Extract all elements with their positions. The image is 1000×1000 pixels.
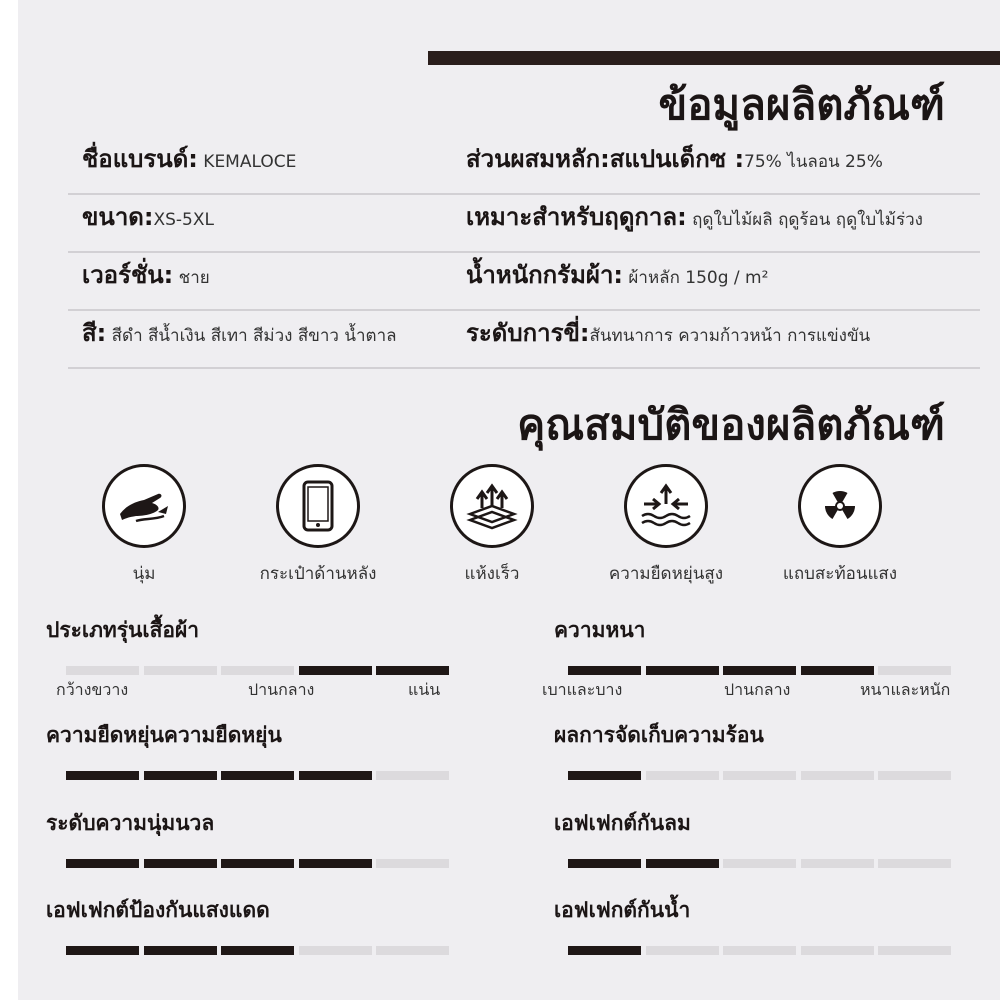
features-title: คุณสมบัติของผลิตภัณฑ์ bbox=[517, 400, 945, 449]
rating-segment bbox=[221, 771, 294, 780]
reflective-icon bbox=[810, 476, 870, 536]
feature-quick-dry bbox=[402, 464, 582, 587]
rating-segment bbox=[66, 666, 139, 675]
feature-high-stretch bbox=[576, 464, 756, 587]
brand-label: ชื่อแบรนด์: bbox=[82, 145, 198, 173]
rating-segment bbox=[723, 666, 796, 675]
info-row bbox=[68, 137, 980, 195]
version-cell bbox=[82, 263, 210, 287]
header-accent-bar bbox=[428, 51, 1000, 65]
riding-level-label: ระดับการขี่: bbox=[466, 319, 590, 347]
rating-softness bbox=[46, 813, 446, 834]
rating-label: ความยืดหยุ่นความยืดหยุ่น bbox=[46, 723, 282, 747]
brand-cell bbox=[82, 147, 296, 171]
rating-segment bbox=[144, 771, 217, 780]
spec-panel bbox=[18, 0, 1000, 1000]
rating-segment bbox=[723, 859, 796, 868]
scale-mid-label: ปานกลาง bbox=[248, 680, 315, 699]
scale-low-label: กว้างขวาง bbox=[56, 680, 129, 699]
rating-bar bbox=[568, 946, 952, 955]
rating-segment bbox=[646, 859, 719, 868]
rating-segment bbox=[801, 666, 874, 675]
rating-segment bbox=[801, 771, 874, 780]
back-pocket-label: กระเป๋าด้านหลัง bbox=[259, 564, 377, 584]
rating-segment bbox=[878, 771, 951, 780]
rating-segment bbox=[66, 946, 139, 955]
rating-waterproof bbox=[554, 900, 954, 921]
rating-segment bbox=[299, 859, 372, 868]
rating-segment bbox=[299, 666, 372, 675]
rating-segment bbox=[878, 859, 951, 868]
hand-feather-icon bbox=[114, 476, 174, 536]
season-label: เหมาะสำหรับฤดูกาล: bbox=[466, 203, 687, 231]
rating-fit-type bbox=[46, 618, 446, 699]
rating-elasticity bbox=[46, 725, 446, 746]
rating-segment bbox=[144, 666, 217, 675]
soft-label: นุ่ม bbox=[132, 564, 156, 584]
rating-segment bbox=[646, 946, 719, 955]
rating-windproof bbox=[554, 813, 954, 834]
rating-segment bbox=[376, 771, 449, 780]
rating-segment bbox=[878, 946, 951, 955]
rating-segment bbox=[66, 771, 139, 780]
info-row bbox=[68, 311, 980, 369]
rating-segment bbox=[376, 859, 449, 868]
rating-sun-protection bbox=[46, 900, 446, 921]
rating-bar bbox=[66, 946, 450, 955]
rating-scale bbox=[46, 678, 466, 700]
riding-level-cell bbox=[466, 321, 870, 345]
rating-segment bbox=[646, 771, 719, 780]
quick-dry-icon-circle bbox=[450, 464, 534, 548]
color-value: สีดำ สีน้ำเงิน สีเทา สีม่วง สีขาว น้ำตาล bbox=[106, 326, 397, 346]
rating-segment bbox=[878, 666, 951, 675]
rating-segment bbox=[299, 771, 372, 780]
rating-bar bbox=[568, 771, 952, 780]
rating-thickness bbox=[542, 618, 954, 699]
rating-label: ผลการจัดเก็บความร้อน bbox=[554, 723, 764, 747]
feature-soft bbox=[54, 464, 234, 587]
fabric-weight-label: น้ำหนักกรัมผ้า: bbox=[466, 261, 624, 289]
soft-icon-circle bbox=[102, 464, 186, 548]
rating-label: เอฟเฟกต์ป้องกันแสงแดด bbox=[46, 898, 270, 922]
rating-segment bbox=[801, 859, 874, 868]
color-label: สี: bbox=[82, 319, 107, 347]
rating-heat-retention bbox=[554, 725, 954, 746]
rating-scale bbox=[542, 678, 974, 700]
product-info-title: ข้อมูลผลิตภัณฑ์ bbox=[658, 80, 945, 129]
phone-icon bbox=[288, 476, 348, 536]
info-row bbox=[68, 195, 980, 253]
rating-label: ประเภทรุ่นเสื้อผ้า bbox=[46, 618, 200, 642]
rating-segment bbox=[723, 771, 796, 780]
rating-segment bbox=[568, 859, 641, 868]
season-value: ฤดูใบไม้ผลิ ฤดูร้อน ฤดูใบไม้ร่วง bbox=[686, 210, 923, 230]
material-label: ส่วนผสมหลัก:สแปนเด็กซ : bbox=[466, 145, 745, 173]
rating-bar bbox=[66, 859, 450, 868]
rating-segment bbox=[376, 666, 449, 675]
rating-bar bbox=[66, 666, 450, 675]
brand-value: KEMALOCE bbox=[197, 152, 297, 172]
rating-segment bbox=[568, 946, 641, 955]
rating-label: เอฟเฟกต์กันน้ำ bbox=[554, 898, 691, 922]
scale-high-label: หนาและหนัก bbox=[860, 680, 951, 699]
version-label: เวอร์ชั่น: bbox=[82, 261, 174, 289]
rating-label: เอฟเฟกต์กันลม bbox=[554, 811, 691, 835]
rating-segment bbox=[801, 946, 874, 955]
rating-segment bbox=[221, 946, 294, 955]
rating-segment bbox=[723, 946, 796, 955]
riding-level-value: สันทนาการ ความก้าวหน้า การแข่งขัน bbox=[589, 326, 871, 346]
rating-segment bbox=[299, 946, 372, 955]
color-cell bbox=[82, 321, 397, 345]
size-value: XS-5XL bbox=[153, 210, 214, 230]
rating-label: ระดับความนุ่มนวล bbox=[46, 811, 215, 835]
quick-dry-icon bbox=[462, 476, 522, 536]
material-value: 75% ไนลอน 25% bbox=[744, 152, 883, 172]
feature-reflective bbox=[750, 464, 930, 587]
rating-segment bbox=[568, 666, 641, 675]
rating-bar bbox=[568, 666, 952, 675]
stretch-arrows-icon bbox=[636, 476, 696, 536]
feature-back-pocket bbox=[228, 464, 408, 587]
fabric-weight-cell bbox=[466, 263, 768, 287]
rating-segment bbox=[144, 859, 217, 868]
size-label: ขนาด: bbox=[82, 203, 154, 231]
rating-segment bbox=[568, 771, 641, 780]
reflective-label: แถบสะท้อนแสง bbox=[782, 564, 898, 584]
season-cell bbox=[466, 205, 923, 229]
rating-segment bbox=[144, 946, 217, 955]
rating-bar bbox=[568, 859, 952, 868]
rating-segment bbox=[221, 666, 294, 675]
rating-label: ความหนา bbox=[554, 618, 646, 642]
material-cell bbox=[466, 147, 883, 171]
fabric-weight-value: ผ้าหลัก 150g / m² bbox=[623, 268, 769, 288]
reflective-icon-circle bbox=[798, 464, 882, 548]
rating-segment bbox=[221, 859, 294, 868]
rating-segment bbox=[646, 666, 719, 675]
scale-high-label: แน่น bbox=[408, 680, 441, 699]
version-value: ชาย bbox=[173, 268, 210, 288]
high-stretch-label: ความยืดหยุ่นสูง bbox=[608, 564, 724, 584]
info-row bbox=[68, 253, 980, 311]
scale-low-label: เบาและบาง bbox=[542, 680, 623, 699]
quick-dry-label: แห้งเร็ว bbox=[464, 564, 520, 584]
rating-bar bbox=[66, 771, 450, 780]
scale-mid-label: ปานกลาง bbox=[724, 680, 791, 699]
back-pocket-icon-circle bbox=[276, 464, 360, 548]
high-stretch-icon-circle bbox=[624, 464, 708, 548]
rating-segment bbox=[66, 859, 139, 868]
size-cell bbox=[82, 205, 214, 229]
rating-segment bbox=[376, 946, 449, 955]
